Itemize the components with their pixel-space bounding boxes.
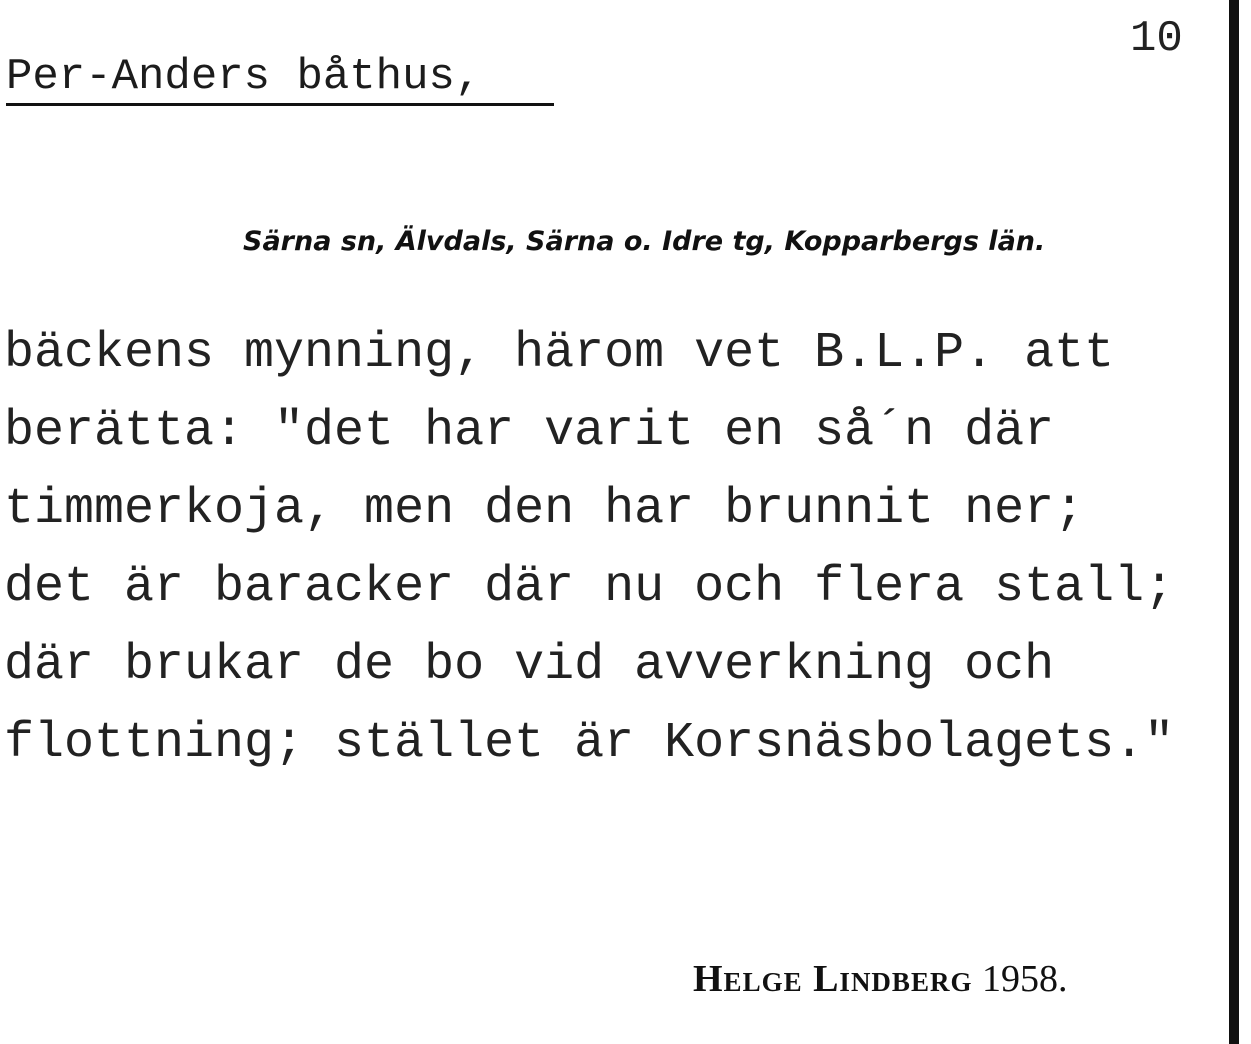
signature: [693, 955, 1067, 1003]
body-line: det är baracker där nu och flera stall;: [4, 559, 1175, 616]
page-number: 10: [1130, 14, 1183, 64]
card-title: Per-Anders båthus,: [6, 52, 482, 102]
title-underline: [6, 103, 554, 106]
signature-name: Helge Lindberg: [693, 958, 973, 1000]
body-text: [4, 315, 1174, 783]
card-edge-line: [1229, 0, 1239, 1044]
location-line: Särna sn, Älvdals, Särna o. Idre tg, Kopparbergs län.: [243, 226, 1046, 257]
body-line: flottning; stället är Korsnäsbolagets.": [4, 715, 1175, 772]
body-line: timmerkoja, men den har brunnit ner;: [4, 481, 1085, 538]
body-line: där brukar de bo vid avverkning och: [4, 637, 1055, 694]
signature-year: 1958.: [981, 958, 1068, 1000]
body-line: berätta: "det har varit en så´n där: [4, 403, 1055, 460]
body-line: bäckens mynning, härom vet B.L.P. att: [4, 325, 1115, 382]
